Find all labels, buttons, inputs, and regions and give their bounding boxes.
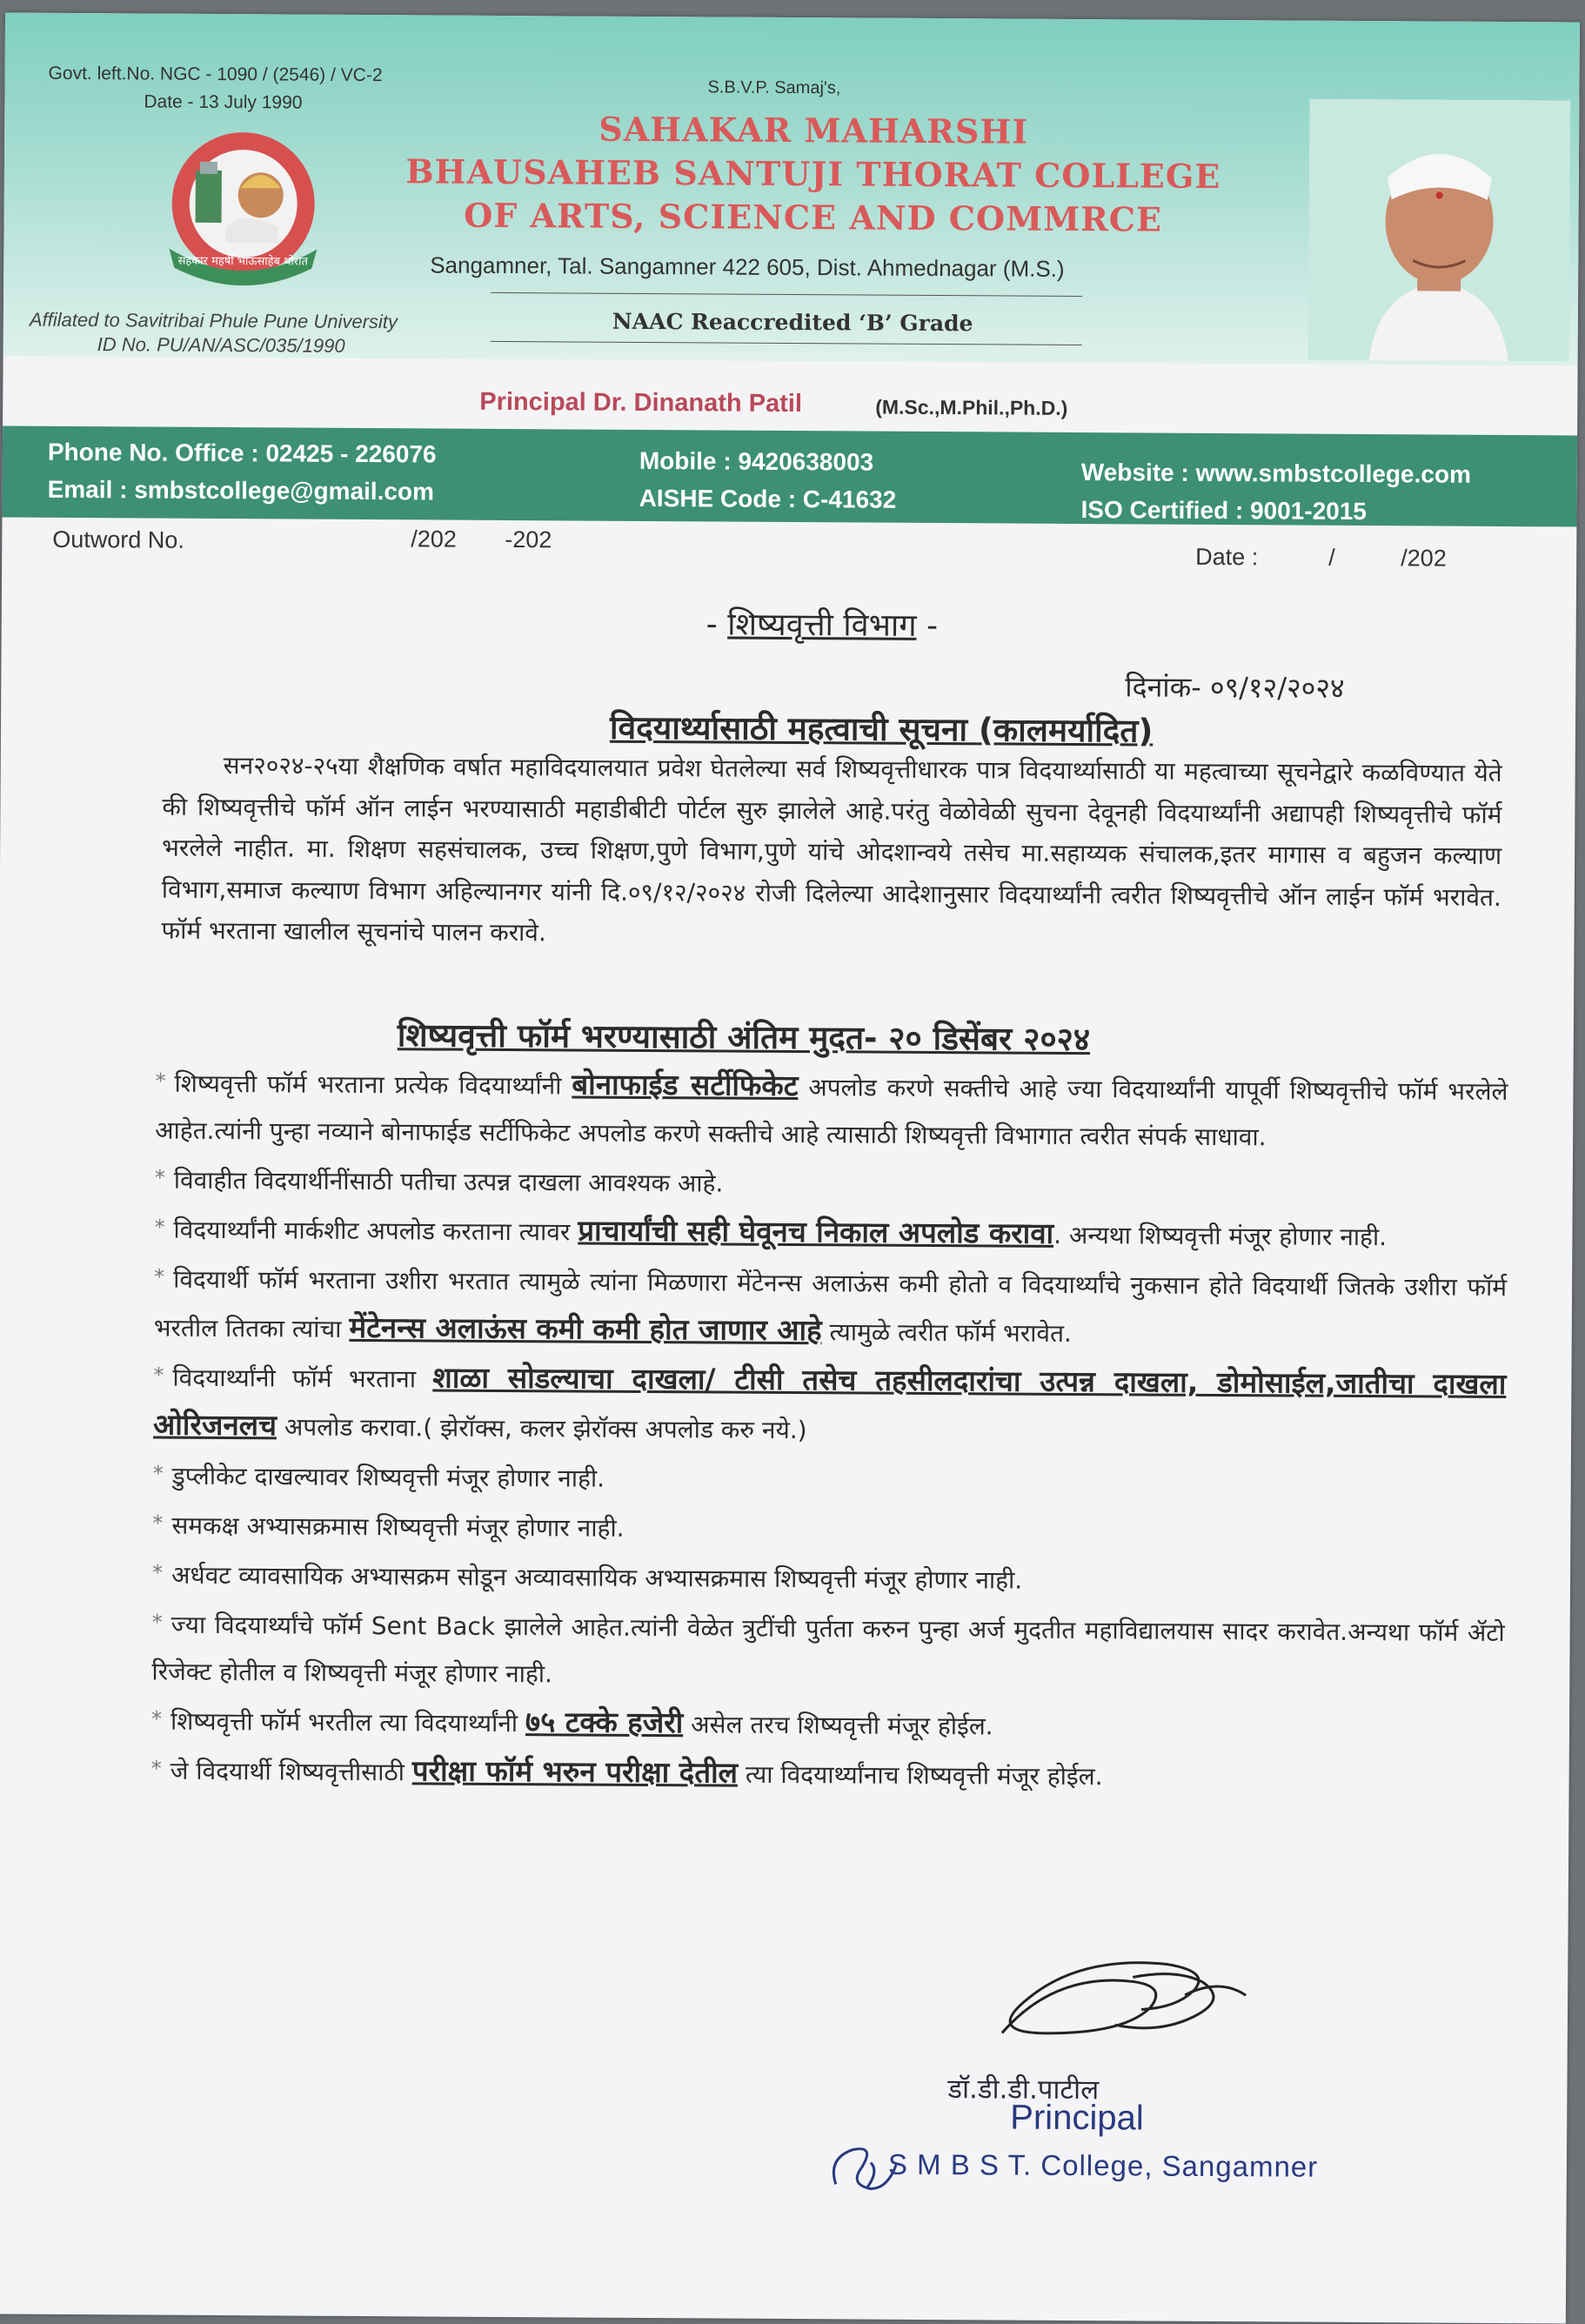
bullet-icon: *: [154, 1264, 165, 1289]
email-address: Email : smbstcollege@gmail.com: [47, 475, 435, 506]
bullet-icon: *: [150, 1706, 163, 1731]
college-name-line2: BHAUSAHEB SANTUJI THORAT COLLEGE: [405, 151, 1221, 197]
university-affiliation: Affilated to Savitribai Phule Pune University: [29, 308, 398, 333]
list-item: * जे विदयार्थी शिष्यवृत्तीसाठी परीक्षा फॉर्म भरुन परीक्षा देतील त्या विदयार्थ्यांनाच शिष्यवृत्ती मंजूर होईल.: [150, 1753, 1103, 1792]
bullet-icon: *: [151, 1560, 164, 1585]
list-item: * डुप्लीकेट दाखल्यावर शिष्यवृत्ती मंजूर होणार नाही.: [152, 1461, 605, 1493]
bullet-icon: *: [153, 1363, 164, 1388]
emphasis: मेंटेनन्स अलाऊंस कमी कमी होत जाणार आहे: [349, 1309, 822, 1348]
naac-grade: NAAC Reaccredited ‘B’ Grade: [612, 308, 973, 337]
list-item: * ज्या विदयार्थ्यांचे फॉर्म Sent Back झालेले आहेत.त्यांनी वेळेत त्रुटींची पुर्तता करुन पुन्हा अर्ज मुदतीत महाविद्यालयास सादर करावेत.अन्यथा फॉर्म ॲटो रिजेक्ट होतील व शिष्यवृत्ती मंजूर होणार नाही.: [151, 1610, 1505, 1689]
emphasis: बोनाफाईड सर्टीफिकेट: [572, 1067, 799, 1103]
bullet-icon: *: [155, 1068, 166, 1094]
college-name-line1: SAHAKAR MAHARSHI: [599, 109, 1029, 151]
list-item: * शिष्यवृत्ती फॉर्म भरतील त्या विदयार्थ्यांनी ७५ टक्के हजेरी असेल तरच शिष्यवृत्ती मंजूर होईल.: [150, 1704, 993, 1741]
initial-signature: [819, 2123, 898, 2202]
list-item: * अर्धवट व्यावसायिक अभ्यासक्रम सोडून अव्यावसायिक अभ्यासक्रमास शिष्यवृत्ती मंजूर होणार नाही.: [151, 1560, 1023, 1595]
bullet-icon: *: [154, 1165, 165, 1190]
dash: -: [926, 607, 939, 645]
principal-degrees: (M.Sc.,M.Phil.,Ph.D.): [875, 395, 1068, 419]
college-name: [386, 106, 1240, 242]
list-item: * विदयार्थी फॉर्म भरताना उशीरा भरतात त्यामुळे त्यांना मिळणारा मेंटेनन्स अलाऊंस कमी होतो व विदयार्थ्यांचे नुकसान होते विदयार्थी जितके उशीरा फॉर्म भरतील तितका त्यांचा मेंटेनन्स अलाऊंस कमी कमी होत जाणार आहे त्यामुळे त्वरीत फॉर्म भरावेत.: [153, 1264, 1508, 1348]
bullet-icon: *: [152, 1510, 164, 1536]
affiliation-id: ID No. PU/AN/ASC/035/1990: [97, 333, 345, 357]
emphasis: परीक्षा फॉर्म भरुन परीक्षा देतील: [411, 1753, 739, 1790]
bullet-icon: *: [154, 1215, 165, 1240]
bullet-icon: *: [150, 1756, 162, 1781]
date-slash: /: [1328, 544, 1335, 571]
signatory-college: S M B S T. College, Sangamner: [887, 2147, 1319, 2183]
contact-band: [2, 425, 1577, 526]
department-heading: [706, 601, 939, 646]
intro-text: सन२०२४-२५या शैक्षणिक वर्षात महाविदयालयात प्रवेश घेतलेल्या सर्व शिष्यवृत्तीधारक पात्र विदयार्थ्यासाठी या महत्वाच्या सूचनेद्वारे कळविण्यात येते की शिष्यवृत्तीचे फॉर्म ऑन लाईन भरण्यासाठी महाडीबीटी पोर्टल सुरु झालेले आहे.परंतु वेळोवेळी सुचना देवूनही विदयार्थ्यांनी अद्यापही शिष्यवृत्तीचे फॉर्म भरलेले नाहीत. मा. शिक्षण सहसंचालक, उच्च शिक्षण,पुणे विभाग,पुणे यांचे ओदशान्वये तसेच मा.सहाय्यक संचालक,इतर मागास व बहुजन कल्याण विभाग,समाज कल्याण विभाग अहिल्यानगर यांनी दि.०९/१२/२०२४ रोजी दिलेल्या आदेशानुसार विदयार्थ्यांनी त्वरीत शिष्यवृत्तीचे ऑन लाईन फॉर्म भरावेत. फॉर्म भरताना खालील सूचनांचे पालन करावे.: [161, 751, 1502, 948]
list-item: * समकक्ष अभ्यासक्रमास शिष्यवृत्ती मंजूर होणार नाही.: [152, 1510, 625, 1543]
outward-year-start: /202: [411, 526, 457, 553]
college-emblem-icon: [143, 126, 344, 301]
signatory-name: डॉ.डी.डी.पाटील: [947, 2073, 1100, 2106]
emphasis: शाळा सोडल्याचा दाखला/ टीसी तसेच तहसीलदारांचा उत्पन्न दाखला, डोमोसाईल,जातीचा दाखला ओरिजनलच: [152, 1360, 1507, 1443]
notice-title: विदयार्थ्यासाठी महत्वाची सूचना (कालमर्यादित): [609, 708, 1154, 750]
aishe-code: AISHE Code : C-41632: [639, 484, 897, 513]
emphasis: ७५ टक्के हजेरी: [525, 1704, 684, 1740]
iso-certification: ISO Certified : 9001-2015: [1080, 496, 1368, 526]
date-label: Date :: [1195, 543, 1259, 571]
signatory-title: Principal: [1010, 2098, 1144, 2138]
principal-name: Principal Dr. Dinanath Patil: [479, 387, 803, 419]
emphasis: प्राचार्यांची सही घेवूनच निकाल अपलोड करावा: [578, 1213, 1054, 1250]
founder-portrait: [1308, 99, 1571, 362]
list-item: * विवाहीत विदयार्थीनींसाठी पतीचा उत्पन्न दाखला आवश्यक आहे.: [154, 1165, 724, 1198]
office-phone: Phone No. Office : 02425 - 226076: [47, 438, 437, 468]
govt-approval-date: Date - 13 July 1990: [144, 91, 303, 113]
dash: -: [706, 606, 718, 643]
date-year: /202: [1401, 545, 1447, 572]
list-item: * विदयार्थ्यांनी मार्कशीट अपलोड करताना त्यावर प्राचार्यांची सही घेवूनच निकाल अपलोड करावा. अन्यथा शिष्यवृत्ती मंजूर होणार नाही.: [154, 1213, 1388, 1252]
notice-sheet: [0, 12, 1580, 2323]
bullet-icon: *: [151, 1610, 163, 1635]
bullet-icon: *: [152, 1461, 164, 1486]
deadline-heading: शिष्यवृत्ती फॉर्म भरण्यासाठी अंतिम मुदत- २० डिसेंबर २०२४: [397, 1016, 1091, 1059]
website-url: Website : www.smbstcollege.com: [1080, 459, 1472, 488]
outward-year-end: -202: [505, 526, 552, 553]
samaj-name: S.B.V.P. Samaj's,: [707, 77, 841, 98]
list-item: * शिष्यवृत्ती फॉर्म भरताना प्रत्येक विदयार्थ्यांनी बोनाफाईड सर्टीफिकेट अपलोड करणे सक्तीचे आहे ज्या विदयार्थ्यांनी यापूर्वी शिष्यवृत्तीचे फॉर्म भरलेले आहेत.त्यांनी पुन्हा नव्याने बोनाफाईड सर्टीफिकेट अपलोड करणे सक्तीचे आहे त्यासाठी शिष्यवृत्ती विभागात त्वरीत संपर्क साधावा.: [155, 1067, 1508, 1152]
intro-paragraph: [161, 745, 1501, 960]
college-address: Sangamner, Tal. Sangamner 422 605, Dist. Ahmednagar (M.S.): [430, 251, 1065, 282]
college-name-line3: OF ARTS, SCIENCE AND COMMRCE: [464, 195, 1163, 239]
department-name: शिष्यवृत्ती विभाग: [727, 606, 917, 644]
svg-text:सहकार महर्षी भाऊसाहेब थोरात: सहकार महर्षी भाऊसाहेब थोरात: [177, 254, 308, 269]
notice-date: दिनांक- ०९/१२/२०२४: [1125, 670, 1345, 705]
handwritten-signature: [985, 1950, 1273, 2056]
govt-approval-number: Govt. left.No. NGC - 1090 / (2546) / VC-2: [48, 63, 383, 86]
instruction-list: [151, 1058, 1508, 1803]
list-item: * विदयार्थ्यांनी फॉर्म भरताना शाळा सोडल्याचा दाखला/ टीसी तसेच तहसीलदारांचा उत्पन्न दाखला, डोमोसाईल,जातीचा दाखला ओरिजनलच अपलोड करावा.( झेरॉक्स, कलर झेरॉक्स अपलोड करु नये.): [152, 1360, 1507, 1445]
outward-number-label: Outword No.: [52, 526, 184, 553]
mobile-number: Mobile : 9420638003: [639, 446, 874, 476]
